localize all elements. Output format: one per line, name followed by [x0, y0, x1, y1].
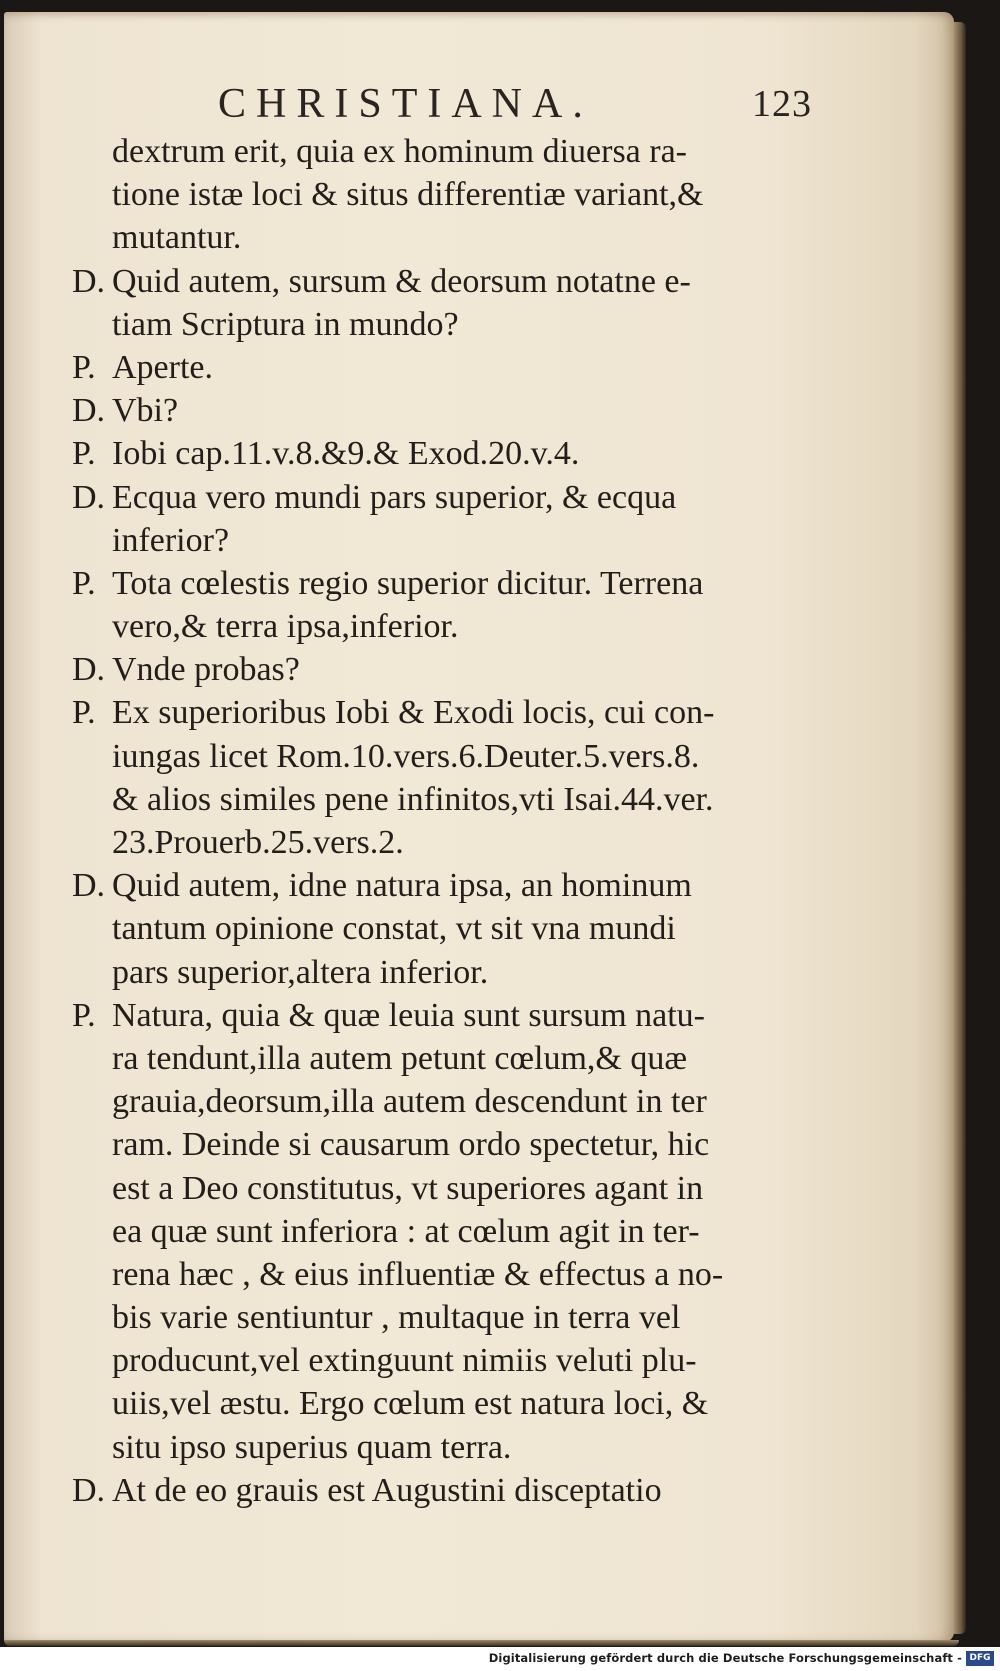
text-line: [72, 303, 812, 346]
text-line: [72, 173, 812, 216]
text-line: [72, 735, 812, 778]
text-line: [72, 951, 812, 994]
text-line: [72, 1080, 812, 1123]
page-header: [4, 74, 954, 134]
text-line: [72, 864, 812, 907]
text-line: [72, 1469, 812, 1512]
running-head: CHRISTIANA.: [218, 81, 593, 127]
line-text: Vbi?: [112, 392, 179, 430]
text-line: [72, 1123, 812, 1166]
line-indent: [72, 907, 112, 950]
line-indent: [72, 1037, 112, 1080]
line-text: Quid autem, idne natura ipsa, an hominum: [112, 867, 692, 905]
line-text: uiis,vel æstu. Ergo cœlum est natura loci, &: [112, 1385, 709, 1423]
text-line: [72, 1382, 812, 1425]
text-line: [72, 1296, 812, 1339]
line-text: Tota cœlestis regio superior dicitur. Terrena: [112, 564, 704, 602]
line-text: Aperte.: [112, 348, 214, 386]
text-line: [72, 216, 812, 259]
line-indent: [72, 303, 112, 346]
line-text: bis varie sentiuntur , multaque in terra vel: [112, 1299, 681, 1337]
line-text: inferior?: [112, 521, 230, 559]
speaker-label: P.: [72, 348, 96, 386]
text-line: [72, 1037, 812, 1080]
text-line: [72, 346, 812, 389]
text-line: [72, 648, 812, 691]
speaker-label: P.: [72, 564, 96, 602]
page-edge-right: [954, 22, 966, 1634]
line-text: ea quæ sunt inferiora : at cœlum agit in ter-: [112, 1212, 700, 1250]
line-indent: [72, 216, 112, 259]
dfg-logo: DFG: [966, 1651, 994, 1666]
text-line: [72, 691, 812, 734]
line-indent: [72, 173, 112, 216]
speaker-label: P.: [72, 996, 96, 1034]
line-text: Ex superioribus Iobi & Exodi locis, cui con-: [112, 694, 715, 732]
text-line: [72, 778, 812, 821]
speaker-label: D.: [72, 651, 106, 689]
text-line: [72, 1339, 812, 1382]
text-line: [72, 1253, 812, 1296]
line-text: pars superior,altera inferior.: [112, 953, 489, 991]
text-line: [72, 130, 812, 173]
line-text: tantum opinione constat, vt sit vna mundi: [112, 910, 676, 948]
footer-bar: [0, 1647, 1000, 1671]
line-text: mutantur.: [112, 219, 242, 257]
line-indent: [72, 1210, 112, 1253]
line-indent: [72, 1080, 112, 1123]
speaker-label: D.: [72, 262, 106, 300]
text-line: [72, 1210, 812, 1253]
book-page: [4, 12, 954, 1642]
text-line: [72, 432, 812, 475]
line-indent: [72, 130, 112, 173]
speaker-label: D.: [72, 478, 106, 516]
line-text: ram. Deinde si causarum ordo spectetur, hic: [112, 1126, 710, 1164]
text-line: [72, 821, 812, 864]
text-line: [72, 260, 812, 303]
line-text: Natura, quia & quæ leuia sunt sursum natu-: [112, 996, 706, 1034]
page-edge-bottom: [4, 1640, 959, 1646]
line-indent: [72, 1296, 112, 1339]
line-text: tiam Scriptura in mundo?: [112, 305, 459, 343]
text-line: [72, 562, 812, 605]
line-text: At de eo grauis est Augustini disceptatio: [112, 1471, 662, 1509]
line-indent: [72, 1123, 112, 1166]
line-text: ra tendunt,illa autem petunt cœlum,& quæ: [112, 1039, 688, 1077]
text-line: [72, 476, 812, 519]
text-line: [72, 605, 812, 648]
text-line: [72, 907, 812, 950]
line-indent: [72, 1339, 112, 1382]
speaker-label: P.: [72, 435, 96, 473]
line-indent: [72, 519, 112, 562]
line-text: Iobi cap.11.v.8.&9.& Exod.20.v.4.: [112, 435, 580, 473]
funding-credit: Digitalisierung gefördert durch die Deutsche Forschungsgemeinschaft -: [488, 1651, 962, 1665]
line-indent: [72, 1167, 112, 1210]
line-indent: [72, 1253, 112, 1296]
body-text: [72, 130, 812, 1512]
line-indent: [72, 1382, 112, 1425]
line-text: grauia,deorsum,illa autem descendunt in ter: [112, 1083, 707, 1121]
line-indent: [72, 1426, 112, 1469]
line-text: dextrum erit, quia ex hominum diuersa ra-: [112, 133, 687, 170]
line-text: Quid autem, sursum & deorsum notatne e-: [112, 262, 691, 300]
speaker-label: D.: [72, 392, 106, 430]
line-text: & alios similes pene infinitos,vti Isai.44.ver.: [112, 780, 714, 818]
line-indent: [72, 778, 112, 821]
text-line: [72, 389, 812, 432]
line-text: situ ipso superius quam terra.: [112, 1428, 512, 1466]
text-line: [72, 1426, 812, 1469]
line-text: Vnde probas?: [112, 651, 300, 689]
speaker-label: P.: [72, 694, 96, 732]
line-text: iungas licet Rom.10.vers.6.Deuter.5.vers.8.: [112, 737, 700, 775]
line-text: vero,& terra ipsa,inferior.: [112, 608, 459, 646]
line-text: Ecqua vero mundi pars superior, & ecqua: [112, 478, 677, 516]
line-indent: [72, 821, 112, 864]
text-line: [72, 1167, 812, 1210]
line-text: est a Deo constitutus, vt superiores agant in: [112, 1169, 704, 1207]
line-text: rena hæc , & eius influentiæ & effectus a no-: [112, 1255, 724, 1293]
text-line: [72, 994, 812, 1037]
speaker-label: D.: [72, 1471, 106, 1509]
speaker-label: D.: [72, 867, 106, 905]
line-text: 23.Prouerb.25.vers.2.: [112, 824, 404, 861]
page-number: 123: [752, 83, 812, 125]
line-indent: [72, 605, 112, 648]
line-indent: [72, 951, 112, 994]
line-text: tione istæ loci & situs differentiæ variant,&: [112, 176, 704, 214]
line-text: producunt,vel extinguunt nimiis veluti plu-: [112, 1342, 697, 1380]
text-line: [72, 519, 812, 562]
line-indent: [72, 735, 112, 778]
